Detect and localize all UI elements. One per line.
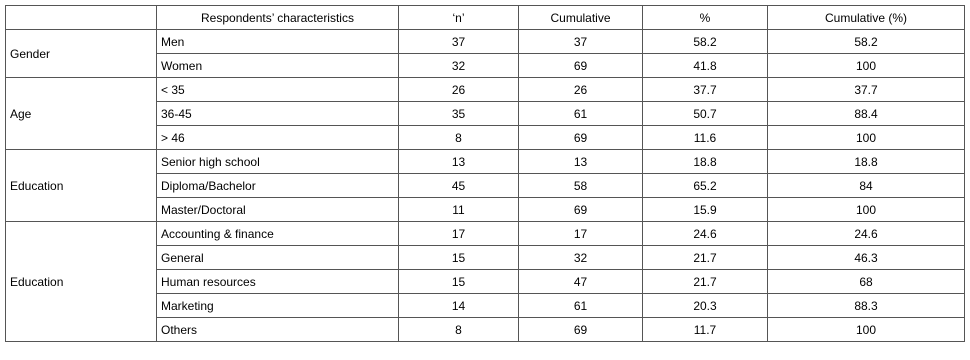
cell-cumulative-percent: 84 xyxy=(768,174,965,198)
header-cumulative-percent: Cumulative (%) xyxy=(768,6,965,30)
table-row xyxy=(6,30,965,54)
cell-percent: 37.7 xyxy=(643,78,768,102)
cell-characteristic: Men xyxy=(157,30,399,54)
cell-cumulative: 13 xyxy=(519,150,643,174)
cell-cumulative-percent: 100 xyxy=(768,126,965,150)
table-row xyxy=(6,78,965,102)
cell-characteristic: Marketing xyxy=(157,294,399,318)
cell-cumulative-percent: 88.3 xyxy=(768,294,965,318)
header-n: ‘n’ xyxy=(399,6,519,30)
cell-characteristic: 36-45 xyxy=(157,102,399,126)
cell-cumulative-percent: 24.6 xyxy=(768,222,965,246)
cell-cumulative-percent: 68 xyxy=(768,270,965,294)
group-label: Education xyxy=(6,150,157,222)
cell-characteristic: Others xyxy=(157,318,399,342)
cell-cumulative-percent: 100 xyxy=(768,198,965,222)
cell-characteristic: < 35 xyxy=(157,78,399,102)
cell-cumulative-percent: 100 xyxy=(768,54,965,78)
group-label: Gender xyxy=(6,30,157,78)
cell-percent: 50.7 xyxy=(643,102,768,126)
cell-cumulative: 17 xyxy=(519,222,643,246)
cell-cumulative: 47 xyxy=(519,270,643,294)
cell-percent: 21.7 xyxy=(643,246,768,270)
cell-percent: 41.8 xyxy=(643,54,768,78)
header-characteristics: Respondents’ characteristics xyxy=(157,6,399,30)
cell-cumulative: 26 xyxy=(519,78,643,102)
table-body xyxy=(6,30,965,342)
cell-percent: 15.9 xyxy=(643,198,768,222)
cell-n: 32 xyxy=(399,54,519,78)
table-row xyxy=(6,150,965,174)
cell-cumulative-percent: 37.7 xyxy=(768,78,965,102)
cell-cumulative: 58 xyxy=(519,174,643,198)
cell-cumulative: 69 xyxy=(519,198,643,222)
cell-n: 11 xyxy=(399,198,519,222)
cell-n: 15 xyxy=(399,270,519,294)
cell-percent: 58.2 xyxy=(643,30,768,54)
cell-n: 17 xyxy=(399,222,519,246)
group-label: Age xyxy=(6,78,157,150)
cell-characteristic: Master/Doctoral xyxy=(157,198,399,222)
cell-percent: 21.7 xyxy=(643,270,768,294)
cell-percent: 11.7 xyxy=(643,318,768,342)
respondents-table xyxy=(5,5,965,342)
cell-n: 45 xyxy=(399,174,519,198)
cell-cumulative: 61 xyxy=(519,294,643,318)
cell-cumulative-percent: 18.8 xyxy=(768,150,965,174)
cell-cumulative: 61 xyxy=(519,102,643,126)
cell-cumulative-percent: 46.3 xyxy=(768,246,965,270)
cell-characteristic: Diploma/Bachelor xyxy=(157,174,399,198)
cell-characteristic: General xyxy=(157,246,399,270)
cell-percent: 65.2 xyxy=(643,174,768,198)
cell-characteristic: Human resources xyxy=(157,270,399,294)
header-cumulative: Cumulative xyxy=(519,6,643,30)
cell-cumulative: 69 xyxy=(519,318,643,342)
cell-percent: 20.3 xyxy=(643,294,768,318)
cell-characteristic: Women xyxy=(157,54,399,78)
cell-characteristic: Accounting & finance xyxy=(157,222,399,246)
cell-cumulative-percent: 88.4 xyxy=(768,102,965,126)
cell-cumulative: 37 xyxy=(519,30,643,54)
cell-n: 14 xyxy=(399,294,519,318)
cell-percent: 11.6 xyxy=(643,126,768,150)
cell-cumulative-percent: 100 xyxy=(768,318,965,342)
cell-n: 8 xyxy=(399,126,519,150)
cell-characteristic: > 46 xyxy=(157,126,399,150)
cell-cumulative-percent: 58.2 xyxy=(768,30,965,54)
cell-n: 35 xyxy=(399,102,519,126)
table-row xyxy=(6,222,965,246)
cell-n: 8 xyxy=(399,318,519,342)
header-blank xyxy=(6,6,157,30)
cell-cumulative: 69 xyxy=(519,126,643,150)
cell-cumulative: 32 xyxy=(519,246,643,270)
header-percent: % xyxy=(643,6,768,30)
cell-n: 13 xyxy=(399,150,519,174)
cell-characteristic: Senior high school xyxy=(157,150,399,174)
header-row xyxy=(6,6,965,30)
group-label: Education xyxy=(6,222,157,342)
cell-percent: 24.6 xyxy=(643,222,768,246)
cell-n: 26 xyxy=(399,78,519,102)
cell-n: 15 xyxy=(399,246,519,270)
cell-n: 37 xyxy=(399,30,519,54)
cell-cumulative: 69 xyxy=(519,54,643,78)
cell-percent: 18.8 xyxy=(643,150,768,174)
